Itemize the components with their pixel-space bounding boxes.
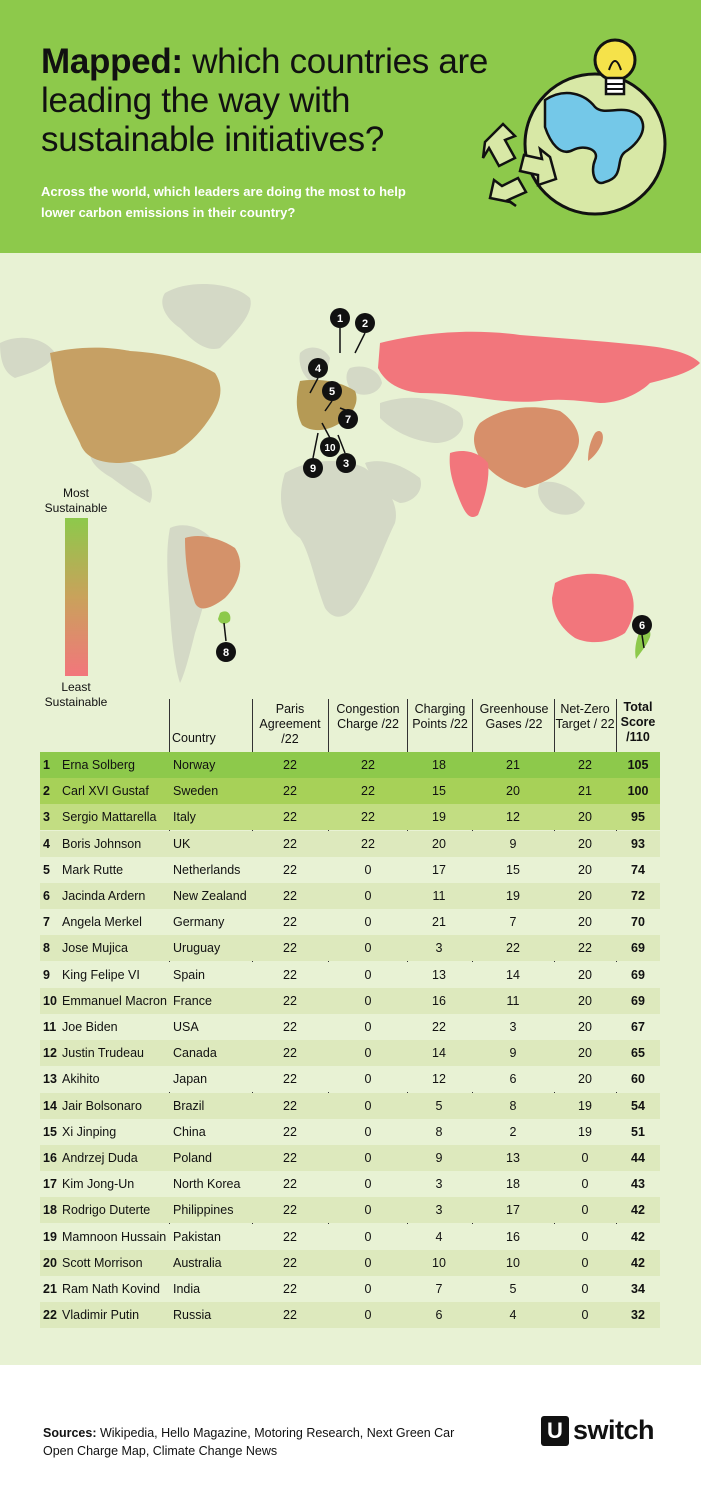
row-charging: 3 bbox=[435, 1177, 443, 1192]
header-country: Country bbox=[172, 731, 216, 745]
row-charging: 19 bbox=[432, 810, 446, 825]
row-country: USA bbox=[173, 1020, 199, 1034]
china-shape bbox=[474, 407, 579, 488]
row-total: 43 bbox=[631, 1177, 645, 1192]
row-leader: Jose Mujica bbox=[62, 941, 128, 956]
row-greenhouse: 19 bbox=[506, 889, 520, 903]
row-greenhouse: 8 bbox=[509, 1098, 517, 1113]
row-rank: 5 bbox=[43, 862, 50, 877]
legend-most-label: Most Sustainable bbox=[44, 486, 108, 515]
table-row bbox=[40, 778, 660, 804]
row-greenhouse: 11 bbox=[506, 993, 520, 1008]
logo-mark: U bbox=[541, 1416, 569, 1446]
row-country: North Korea bbox=[173, 1177, 241, 1192]
map-pin-10-label: 10 bbox=[324, 443, 336, 454]
map-pin-9 bbox=[303, 433, 323, 478]
row-congestion: 0 bbox=[364, 1098, 372, 1113]
row-congestion: 0 bbox=[364, 1124, 372, 1139]
title-bold: Mapped: bbox=[41, 42, 183, 81]
uruguay-shape bbox=[218, 611, 230, 623]
row-congestion: 0 bbox=[364, 941, 372, 956]
row-leader: Erna Solberg bbox=[62, 758, 135, 772]
row-leader: Emmanuel Macron bbox=[62, 993, 167, 1008]
alaska-land bbox=[0, 338, 55, 378]
table-row bbox=[40, 1093, 660, 1119]
row-netzero: 0 bbox=[581, 1255, 589, 1270]
table-row bbox=[40, 831, 660, 857]
row-country: Norway bbox=[173, 758, 216, 772]
sources-label: Sources: bbox=[43, 1426, 97, 1440]
row-paris: 22 bbox=[283, 941, 297, 956]
row-congestion: 0 bbox=[364, 1308, 372, 1323]
row-total: 42 bbox=[631, 1229, 645, 1244]
header-charging: Charging Points /22 bbox=[412, 702, 468, 731]
row-paris: 22 bbox=[283, 1282, 297, 1296]
row-paris: 22 bbox=[283, 836, 297, 851]
row-paris: 22 bbox=[283, 1020, 297, 1034]
row-rank: 8 bbox=[43, 941, 50, 956]
row-leader: Angela Merkel bbox=[62, 915, 142, 930]
row-country: Russia bbox=[173, 1308, 212, 1323]
table-row bbox=[40, 804, 660, 830]
map-pin-2 bbox=[355, 313, 375, 353]
row-rank: 20 bbox=[43, 1255, 57, 1270]
row-greenhouse: 20 bbox=[506, 784, 520, 799]
row-congestion: 0 bbox=[364, 889, 372, 903]
row-rank: 22 bbox=[43, 1308, 57, 1323]
row-netzero: 19 bbox=[578, 1124, 592, 1139]
row-netzero: 20 bbox=[578, 889, 592, 903]
row-paris: 22 bbox=[283, 862, 297, 877]
row-charging: 15 bbox=[432, 784, 446, 799]
row-greenhouse: 15 bbox=[506, 862, 520, 877]
row-charging: 3 bbox=[435, 1203, 443, 1218]
row-paris: 22 bbox=[283, 1151, 297, 1165]
row-paris: 22 bbox=[283, 993, 297, 1008]
row-congestion: 0 bbox=[364, 1282, 372, 1296]
row-charging: 13 bbox=[432, 967, 446, 982]
title-rest: which countries are leading the way with sustainable initiatives? bbox=[41, 42, 489, 159]
row-leader: Joe Biden bbox=[62, 1020, 118, 1034]
sources-text bbox=[43, 1424, 454, 1460]
row-rank: 6 bbox=[43, 889, 50, 903]
row-country: France bbox=[173, 993, 212, 1008]
page-subtitle: Across the world, which leaders are doing the most to help lower carbon emissions in their country? bbox=[41, 184, 406, 220]
row-total: 34 bbox=[631, 1282, 645, 1296]
row-netzero: 20 bbox=[578, 810, 592, 825]
row-charging: 12 bbox=[432, 1072, 446, 1087]
row-leader: Akihito bbox=[62, 1072, 100, 1087]
row-netzero: 20 bbox=[578, 862, 592, 877]
table-row bbox=[40, 883, 660, 909]
table-row bbox=[40, 1197, 660, 1223]
row-netzero: 20 bbox=[578, 836, 592, 851]
row-total: 54 bbox=[631, 1098, 645, 1113]
japan-shape bbox=[588, 431, 603, 461]
india-shape bbox=[450, 451, 489, 517]
row-paris: 22 bbox=[283, 1255, 297, 1270]
row-leader: Mark Rutte bbox=[62, 862, 124, 877]
table-row bbox=[40, 988, 660, 1014]
row-greenhouse: 14 bbox=[506, 967, 520, 982]
row-leader: Carl XVI Gustaf bbox=[62, 784, 149, 799]
row-charging: 16 bbox=[432, 993, 446, 1008]
row-leader: Boris Johnson bbox=[62, 836, 142, 851]
row-greenhouse: 7 bbox=[509, 915, 517, 930]
row-charging: 5 bbox=[435, 1098, 443, 1113]
row-country: Sweden bbox=[173, 784, 219, 799]
row-total: 42 bbox=[631, 1203, 645, 1218]
table-row bbox=[40, 752, 660, 778]
row-paris: 22 bbox=[283, 1124, 297, 1139]
row-rank: 10 bbox=[43, 993, 57, 1008]
row-country: Brazil bbox=[173, 1098, 205, 1113]
row-netzero: 22 bbox=[578, 941, 592, 956]
row-charging: 20 bbox=[432, 836, 446, 851]
row-rank: 2 bbox=[43, 784, 50, 799]
australia-shape bbox=[552, 574, 634, 642]
row-rank: 7 bbox=[43, 915, 50, 930]
row-charging: 10 bbox=[432, 1255, 446, 1270]
row-charging: 8 bbox=[435, 1124, 443, 1139]
row-paris: 22 bbox=[283, 1229, 297, 1244]
row-rank: 19 bbox=[43, 1229, 57, 1244]
table-row bbox=[40, 1276, 660, 1302]
table-row bbox=[40, 962, 660, 988]
row-total: 100 bbox=[627, 784, 649, 799]
world-map bbox=[0, 253, 701, 693]
north-america-shape bbox=[50, 348, 220, 463]
row-country: New Zealand bbox=[173, 889, 247, 903]
row-greenhouse: 4 bbox=[509, 1308, 517, 1323]
row-greenhouse: 21 bbox=[506, 758, 520, 772]
map-pin-1-label: 1 bbox=[336, 313, 344, 325]
row-rank: 14 bbox=[43, 1098, 57, 1113]
row-greenhouse: 9 bbox=[509, 1046, 517, 1061]
row-total: 67 bbox=[631, 1020, 645, 1034]
row-greenhouse: 12 bbox=[506, 810, 520, 825]
row-leader: Andrzej Duda bbox=[62, 1151, 138, 1165]
row-leader: King Felipe VI bbox=[62, 967, 140, 982]
central-asia-land bbox=[380, 398, 463, 443]
row-total: 60 bbox=[631, 1072, 645, 1087]
map-pin-8-label: 8 bbox=[222, 647, 230, 659]
row-congestion: 22 bbox=[361, 784, 375, 799]
row-netzero: 0 bbox=[581, 1229, 589, 1244]
row-congestion: 0 bbox=[364, 993, 372, 1008]
table-row bbox=[40, 1119, 660, 1145]
row-leader: Jacinda Ardern bbox=[62, 889, 146, 903]
row-charging: 11 bbox=[432, 889, 446, 903]
row-rank: 13 bbox=[43, 1072, 57, 1087]
header-paris: Paris Agreement /22 bbox=[259, 702, 321, 746]
row-greenhouse: 22 bbox=[506, 941, 520, 956]
row-paris: 22 bbox=[283, 967, 297, 982]
row-charging: 9 bbox=[435, 1151, 443, 1165]
row-congestion: 0 bbox=[364, 915, 372, 930]
row-greenhouse: 9 bbox=[509, 836, 517, 851]
row-netzero: 0 bbox=[581, 1282, 589, 1296]
row-total: 95 bbox=[631, 810, 645, 825]
row-leader: Vladimir Putin bbox=[62, 1308, 140, 1323]
row-congestion: 22 bbox=[361, 758, 375, 772]
row-netzero: 0 bbox=[581, 1177, 589, 1192]
header-greenhouse: Greenhouse Gases /22 bbox=[479, 702, 549, 731]
row-charging: 4 bbox=[435, 1229, 443, 1244]
row-paris: 22 bbox=[283, 915, 297, 930]
sources-line-1: Wikipedia, Hello Magazine, Motoring Research, Next Green Car bbox=[96, 1426, 455, 1440]
brazil-shape bbox=[185, 536, 240, 608]
row-rank: 12 bbox=[43, 1046, 57, 1061]
row-total: 32 bbox=[631, 1308, 645, 1323]
row-netzero: 20 bbox=[578, 993, 592, 1008]
row-charging: 22 bbox=[432, 1020, 446, 1034]
row-leader: Sergio Mattarella bbox=[62, 810, 157, 825]
row-leader: Justin Trudeau bbox=[62, 1046, 144, 1061]
row-netzero: 0 bbox=[581, 1151, 589, 1165]
row-total: 44 bbox=[631, 1151, 645, 1165]
globe-recycle-lightbulb-icon bbox=[455, 32, 685, 222]
map-pin-4-label: 4 bbox=[314, 363, 322, 375]
southeast-asia-land bbox=[538, 482, 585, 515]
row-charging: 3 bbox=[435, 941, 443, 956]
row-leader: Scott Morrison bbox=[62, 1255, 143, 1270]
table-row bbox=[40, 1224, 660, 1250]
table-row bbox=[40, 1040, 660, 1066]
row-rank: 11 bbox=[43, 1020, 57, 1034]
row-total: 69 bbox=[631, 993, 645, 1008]
row-greenhouse: 2 bbox=[509, 1124, 517, 1139]
row-rank: 4 bbox=[43, 836, 50, 851]
table-row bbox=[40, 1014, 660, 1040]
row-country: Uruguay bbox=[173, 941, 221, 956]
row-total: 93 bbox=[631, 836, 645, 851]
greenland-land bbox=[162, 284, 251, 349]
row-paris: 22 bbox=[283, 1098, 297, 1113]
row-leader: Xi Jinping bbox=[62, 1124, 117, 1139]
row-netzero: 0 bbox=[581, 1308, 589, 1323]
row-charging: 7 bbox=[435, 1282, 443, 1296]
row-leader: Jair Bolsonaro bbox=[62, 1098, 142, 1113]
row-charging: 6 bbox=[435, 1308, 443, 1323]
row-congestion: 0 bbox=[364, 1255, 372, 1270]
row-netzero: 20 bbox=[578, 915, 592, 930]
table-row bbox=[40, 1066, 660, 1092]
row-country: Spain bbox=[173, 967, 205, 982]
row-greenhouse: 10 bbox=[506, 1255, 520, 1270]
row-charging: 21 bbox=[432, 915, 446, 930]
map-pin-7-label: 7 bbox=[344, 414, 352, 426]
row-netzero: 20 bbox=[578, 1046, 592, 1061]
row-greenhouse: 18 bbox=[506, 1177, 520, 1192]
header-total: Total Score /110 bbox=[620, 700, 656, 744]
row-charging: 18 bbox=[432, 758, 446, 772]
row-rank: 9 bbox=[43, 967, 50, 982]
row-leader: Mamnoon Hussain bbox=[62, 1229, 167, 1244]
table-row bbox=[40, 1145, 660, 1171]
row-rank: 3 bbox=[43, 810, 50, 825]
sources-line-2: Open Charge Map, Climate Change News bbox=[43, 1444, 278, 1458]
row-total: 42 bbox=[631, 1255, 645, 1270]
row-leader: Ram Nath Kovind bbox=[62, 1282, 160, 1296]
row-congestion: 0 bbox=[364, 1229, 372, 1244]
row-congestion: 0 bbox=[364, 1203, 372, 1218]
table-row bbox=[40, 1302, 660, 1328]
row-country: India bbox=[173, 1282, 201, 1296]
row-country: Italy bbox=[173, 810, 196, 825]
row-country: Poland bbox=[173, 1151, 212, 1165]
row-netzero: 0 bbox=[581, 1203, 589, 1218]
table-row bbox=[40, 1250, 660, 1276]
table-row bbox=[40, 857, 660, 883]
row-paris: 22 bbox=[283, 810, 297, 825]
row-congestion: 22 bbox=[361, 810, 375, 825]
row-rank: 15 bbox=[43, 1124, 57, 1139]
map-pin-6-label: 6 bbox=[638, 620, 646, 632]
header-banner bbox=[0, 0, 701, 253]
row-rank: 16 bbox=[43, 1151, 57, 1165]
row-congestion: 0 bbox=[364, 1151, 372, 1165]
row-charging: 14 bbox=[432, 1046, 446, 1061]
row-greenhouse: 13 bbox=[506, 1151, 520, 1165]
row-netzero: 20 bbox=[578, 1020, 592, 1034]
header-congestion: Congestion Charge /22 bbox=[336, 702, 400, 731]
row-greenhouse: 16 bbox=[506, 1229, 520, 1244]
row-country: Australia bbox=[173, 1255, 222, 1270]
legend-gradient-bar bbox=[65, 518, 88, 676]
row-congestion: 22 bbox=[361, 836, 375, 851]
row-country: Germany bbox=[173, 915, 225, 930]
row-rank: 17 bbox=[43, 1177, 57, 1192]
row-netzero: 21 bbox=[578, 784, 592, 799]
map-pin-1 bbox=[330, 308, 350, 353]
row-congestion: 0 bbox=[364, 1020, 372, 1034]
row-total: 74 bbox=[631, 862, 645, 877]
row-netzero: 19 bbox=[578, 1098, 592, 1113]
page-title bbox=[41, 42, 511, 159]
russia-shape bbox=[378, 332, 700, 403]
table-row bbox=[40, 935, 660, 961]
row-rank: 1 bbox=[43, 758, 50, 772]
footer bbox=[0, 1365, 701, 1500]
map-pin-2-label: 2 bbox=[361, 318, 369, 330]
row-country: China bbox=[173, 1124, 206, 1139]
row-total: 69 bbox=[631, 967, 645, 982]
row-greenhouse: 6 bbox=[509, 1072, 517, 1087]
row-rank: 18 bbox=[43, 1203, 57, 1218]
row-netzero: 20 bbox=[578, 1072, 592, 1087]
row-country: Netherlands bbox=[173, 862, 241, 877]
row-total: 69 bbox=[631, 941, 645, 956]
row-greenhouse: 3 bbox=[509, 1020, 517, 1034]
row-congestion: 0 bbox=[364, 1072, 372, 1087]
legend-least-label: Least Sustainable bbox=[44, 680, 108, 709]
row-country: Japan bbox=[173, 1072, 208, 1087]
row-paris: 22 bbox=[283, 758, 297, 772]
row-country: Pakistan bbox=[173, 1229, 221, 1244]
row-country: Philippines bbox=[173, 1203, 234, 1218]
map-pin-5-label: 5 bbox=[328, 386, 336, 398]
row-congestion: 0 bbox=[364, 1046, 372, 1061]
header-netzero: Net-Zero Target / 22 bbox=[555, 702, 615, 731]
row-charging: 17 bbox=[432, 862, 446, 877]
row-leader: Kim Jong-Un bbox=[62, 1177, 135, 1192]
row-greenhouse: 5 bbox=[509, 1282, 517, 1296]
row-congestion: 0 bbox=[364, 862, 372, 877]
map-pin-3-label: 3 bbox=[342, 458, 350, 470]
row-netzero: 20 bbox=[578, 967, 592, 982]
row-netzero: 22 bbox=[578, 758, 592, 772]
row-total: 105 bbox=[627, 758, 649, 772]
row-total: 72 bbox=[631, 889, 645, 903]
row-paris: 22 bbox=[283, 1308, 297, 1323]
table-row bbox=[40, 909, 660, 935]
row-country: UK bbox=[173, 836, 191, 851]
row-paris: 22 bbox=[283, 1072, 297, 1087]
row-total: 65 bbox=[631, 1046, 645, 1061]
row-congestion: 0 bbox=[364, 967, 372, 982]
logo-text: switch bbox=[573, 1415, 655, 1445]
table-row bbox=[40, 1171, 660, 1197]
row-rank: 21 bbox=[43, 1282, 57, 1296]
row-paris: 22 bbox=[283, 889, 297, 903]
map-pin-3 bbox=[336, 435, 356, 473]
row-paris: 22 bbox=[283, 1203, 297, 1218]
map-pin-8 bbox=[216, 623, 236, 662]
row-leader: Rodrigo Duterte bbox=[62, 1203, 151, 1218]
row-total: 51 bbox=[631, 1124, 645, 1139]
row-greenhouse: 17 bbox=[506, 1203, 520, 1218]
row-paris: 22 bbox=[283, 1046, 297, 1061]
row-paris: 22 bbox=[283, 784, 297, 799]
row-total: 70 bbox=[631, 915, 645, 930]
row-country: Canada bbox=[173, 1046, 217, 1061]
row-paris: 22 bbox=[283, 1177, 297, 1192]
row-congestion: 0 bbox=[364, 1177, 372, 1192]
map-pin-9-label: 9 bbox=[309, 463, 317, 475]
